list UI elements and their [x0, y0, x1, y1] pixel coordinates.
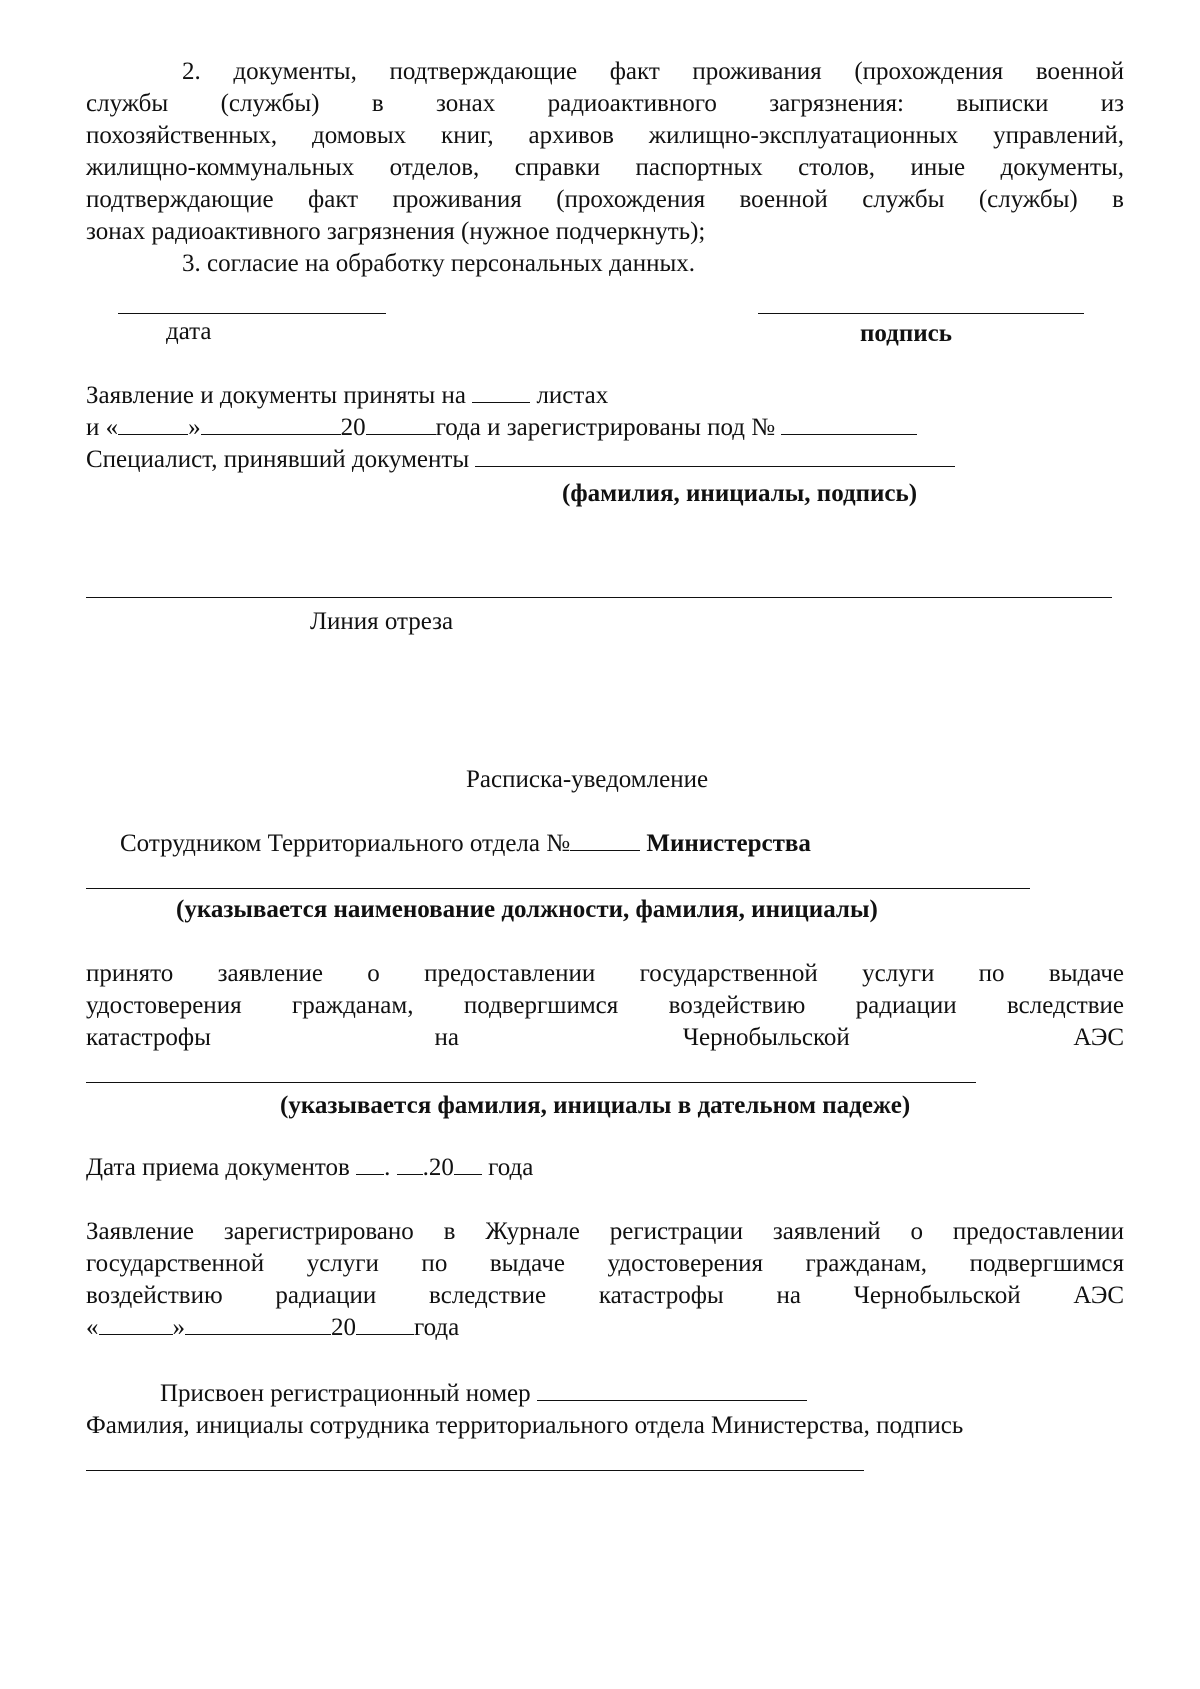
applicant-caption: (указывается фамилия, инициалы в дательном падеже): [280, 1092, 911, 1119]
item2-line-2: службы (службы) в зонах радиоактивного загрязнения: выписки из: [86, 90, 1124, 117]
assigned-number-blank: [537, 1378, 807, 1401]
accepted-line-2: удостоверения гражданам, подвергшимся воздействию радиации вследствие: [86, 992, 1124, 1019]
receipt-date-line: Дата приема документов . .20 года: [86, 1154, 534, 1181]
specialist-blank: [475, 444, 955, 467]
registered-year-blank: [356, 1312, 414, 1335]
employee-name-line: [86, 888, 1030, 889]
receipt-title: Расписка-уведомление: [466, 766, 709, 793]
acceptance-line-2: и « » 20 года и зарегистрированы под №: [86, 412, 917, 444]
accepted-line-1: принято заявление о предоставлении государственной услуги по выдаче: [86, 960, 1124, 987]
sheets-count-blank: [472, 380, 530, 403]
signature-line: [758, 313, 1084, 314]
registered-month-blank: [185, 1312, 331, 1335]
registered-line-1: Заявление зарегистрировано в Журнале регистрации заявлений о предоставлении: [86, 1218, 1124, 1245]
receipt-month-blank: [397, 1152, 423, 1175]
item2-line-4: жилищно-коммунальных отделов, справки паспортных столов, иные документы,: [86, 154, 1124, 181]
day-blank: [118, 412, 188, 435]
cut-line-label: Линия отреза: [310, 608, 454, 635]
receipt-year-blank: [454, 1152, 482, 1175]
employee-line: Сотрудником Территориального отдела № Министерства: [120, 830, 811, 857]
acceptance-line-3: Специалист, принявший документы: [86, 444, 955, 476]
month-blank: [201, 412, 341, 435]
employee-signature-label: Фамилия, инициалы сотрудника территориального отдела Министерства, подпись: [86, 1412, 964, 1439]
reg-number-blank: [781, 412, 917, 435]
item2-line-5: подтверждающие факт проживания (прохождения военной службы (службы) в: [86, 186, 1124, 213]
signature-label: подпись: [860, 320, 952, 347]
applicant-name-line: [86, 1082, 976, 1083]
date-line: [118, 313, 386, 314]
acceptance-line-1: Заявление и документы приняты на листах: [86, 382, 609, 409]
registered-day-blank: [99, 1312, 173, 1335]
specialist-caption: (фамилия, инициалы, подпись): [562, 480, 918, 507]
accepted-line-3: катастрофы на Чернобыльской АЭС: [86, 1024, 1124, 1051]
receipt-day-blank: [356, 1152, 384, 1175]
registered-line-3: воздействию радиации вследствие катастрофы на Чернобыльской АЭС: [86, 1282, 1124, 1309]
date-label: дата: [166, 318, 212, 345]
registered-date-line: « » 20 года: [86, 1314, 460, 1341]
item2-line-6: зонах радиоактивного загрязнения (нужное подчеркнуть);: [86, 218, 706, 245]
cut-line: [86, 597, 1112, 598]
reg-number-line: Присвоен регистрационный номер: [160, 1378, 807, 1410]
year-blank: [366, 412, 436, 435]
department-number-blank: [570, 828, 640, 851]
employee-caption: (указывается наименование должности, фамилия, инициалы): [176, 896, 878, 923]
registered-line-2: государственной услуги по выдаче удостоверения гражданам, подвергшимся: [86, 1250, 1124, 1277]
employee-signature-line: [86, 1470, 864, 1471]
item2-line-1: 2. документы, подтверждающие факт проживания (прохождения военной: [182, 58, 1124, 85]
item3-text: 3. согласие на обработку персональных данных.: [182, 250, 696, 277]
item2-line-3: похозяйственных, домовых книг, архивов жилищно-эксплуатационных управлений,: [86, 122, 1124, 149]
